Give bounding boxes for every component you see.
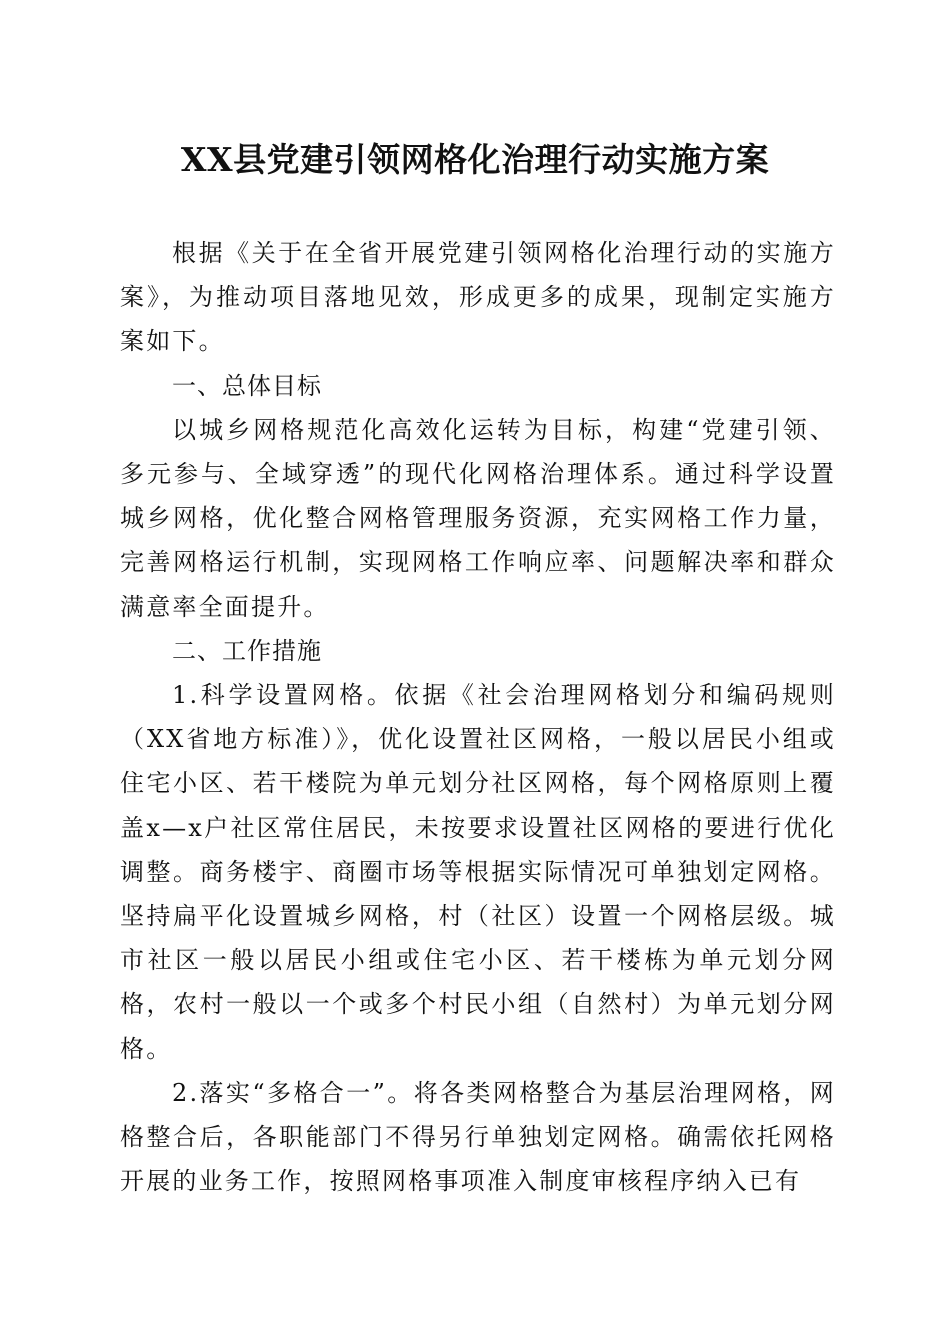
overall-goal-paragraph: 以城乡网格规范化高效化运转为目标，构建“党建引领、多元参与、全域穿透”的现代化网格治理体系。通过科学设置城乡网格，优化整合网格管理服务资源，充实网格工作力量，完善网格运行机制，实现网格工作响应率、问题解决率和群众满意率全面提升。 [120, 415, 836, 621]
measure-item-2: 2.落实“多格合一”。将各类网格整合为基层治理网格，网格整合后，各职能部门不得另行单独划定网格。确需依托网格开展的业务工作，按照网格事项准入制度审核程序纳入已有 [120, 1078, 836, 1196]
document-title: XX县党建引领网格化治理行动实施方案 [180, 140, 770, 179]
measure-item-1: 1.科学设置网格。依据《社会治理网格划分和编码规则（XX省地方标准）》，优化设置社区网格，一般以居民小组或住宅小区、若干楼院为单元划分社区网格，每个网格原则上覆盖x—x户社区常住居民，未按要求设置社区网格的要进行优化调整。商务楼宇、商圈市场等根据实际情况可单独划定网格。坚持扁平化设置城乡网格，村（社区）设置一个网格层级。城市社区一般以居民小组或住宅小区、若干楼栋为单元划分网格，农村一般以一个或多个村民小组（自然村）为单元划分网格。 [120, 681, 836, 1063]
document-body [120, 231, 836, 1203]
section-heading-overall-goal: 一、总体目标 [172, 371, 322, 400]
intro-paragraph: 根据《关于在全省开展党建引领网格化治理行动的实施方案》，为推动项目落地见效，形成更多的成果，现制定实施方案如下。 [120, 239, 836, 356]
section-heading-work-measures: 二、工作措施 [172, 636, 322, 665]
